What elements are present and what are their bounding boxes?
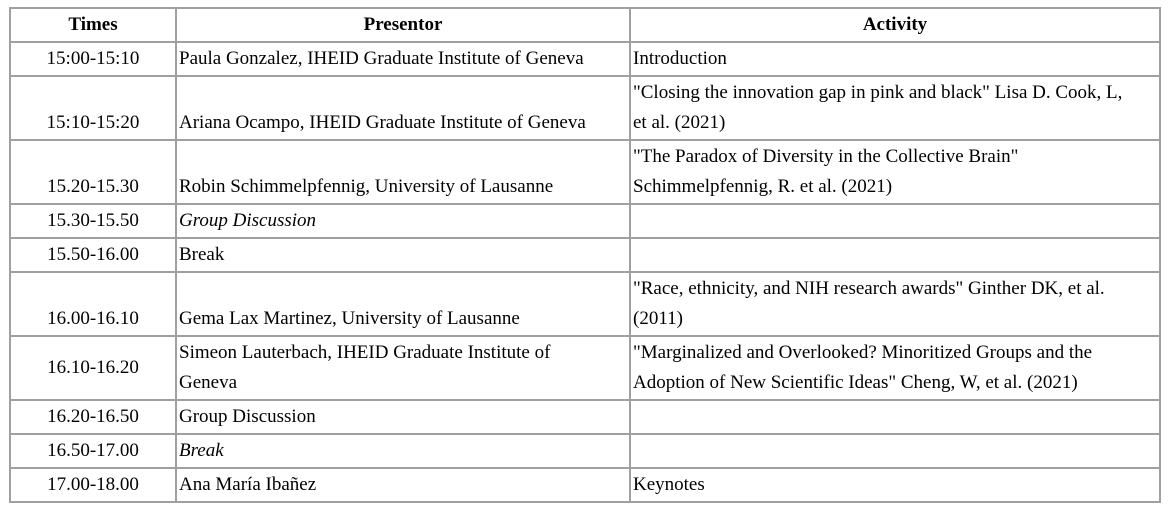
schedule-table bbox=[9, 7, 1161, 503]
time-cell: 15.50-16.00 bbox=[10, 238, 176, 272]
table-row bbox=[10, 272, 1160, 336]
presentor-line: Simeon Lauterbach, IHEID Graduate Institute of bbox=[179, 342, 551, 363]
table-row bbox=[10, 204, 1160, 238]
presentor-cell bbox=[176, 336, 630, 400]
activity-cell bbox=[630, 434, 1160, 468]
presentor-line: Geneva bbox=[179, 372, 238, 393]
presentor-cell: Break bbox=[176, 238, 630, 272]
table-row bbox=[10, 238, 1160, 272]
presentor-cell: Ariana Ocampo, IHEID Graduate Institute of Geneva bbox=[176, 76, 630, 140]
activity-line: "Closing the innovation gap in pink and black" Lisa D. Cook, L, bbox=[633, 82, 1123, 103]
time-cell: 15.30-15.50 bbox=[10, 204, 176, 238]
presentor-cell: Gema Lax Martinez, University of Lausanne bbox=[176, 272, 630, 336]
time-cell: 17.00-18.00 bbox=[10, 468, 176, 502]
time-cell: 16.50-17.00 bbox=[10, 434, 176, 468]
activity-line: Adoption of New Scientific Ideas" Cheng, W, et al. (2021) bbox=[633, 372, 1078, 393]
activity-cell bbox=[630, 336, 1160, 400]
activity-cell bbox=[630, 400, 1160, 434]
table-row bbox=[10, 42, 1160, 76]
activity-line: "Race, ethnicity, and NIH research awards" Ginther DK, et al. bbox=[633, 278, 1105, 299]
presentor-cell: Ana María Ibañez bbox=[176, 468, 630, 502]
time-cell: 16.10-16.20 bbox=[10, 336, 176, 400]
activity-cell: Introduction bbox=[630, 42, 1160, 76]
activity-line: "Marginalized and Overlooked? Minoritized Groups and the bbox=[633, 342, 1093, 363]
table-row bbox=[10, 434, 1160, 468]
activity-line: et al. (2021) bbox=[633, 112, 726, 133]
activity-line: (2011) bbox=[633, 308, 683, 329]
time-cell: 15:10-15:20 bbox=[10, 76, 176, 140]
header-times: Times bbox=[10, 8, 176, 42]
time-cell: 16.20-16.50 bbox=[10, 400, 176, 434]
activity-line: "The Paradox of Diversity in the Collective Brain" bbox=[633, 146, 1019, 167]
header-activity: Activity bbox=[630, 8, 1160, 42]
table-row bbox=[10, 336, 1160, 400]
activity-cell bbox=[630, 140, 1160, 204]
time-cell: 15.20-15.30 bbox=[10, 140, 176, 204]
activity-cell bbox=[630, 204, 1160, 238]
activity-cell bbox=[630, 76, 1160, 140]
activity-line: Schimmelpfennig, R. et al. (2021) bbox=[633, 176, 893, 197]
activity-cell bbox=[630, 272, 1160, 336]
header-presentor: Presentor bbox=[176, 8, 630, 42]
table-row bbox=[10, 140, 1160, 204]
presentor-cell: Group Discussion bbox=[176, 204, 630, 238]
presentor-cell: Group Discussion bbox=[176, 400, 630, 434]
table-header-row bbox=[10, 8, 1160, 42]
table-row bbox=[10, 400, 1160, 434]
presentor-cell: Break bbox=[176, 434, 630, 468]
table-row bbox=[10, 468, 1160, 502]
time-cell: 15:00-15:10 bbox=[10, 42, 176, 76]
table-row bbox=[10, 76, 1160, 140]
presentor-cell: Paula Gonzalez, IHEID Graduate Institute of Geneva bbox=[176, 42, 630, 76]
presentor-cell: Robin Schimmelpfennig, University of Lausanne bbox=[176, 140, 630, 204]
activity-cell: Keynotes bbox=[630, 468, 1160, 502]
time-cell: 16.00-16.10 bbox=[10, 272, 176, 336]
activity-cell bbox=[630, 238, 1160, 272]
